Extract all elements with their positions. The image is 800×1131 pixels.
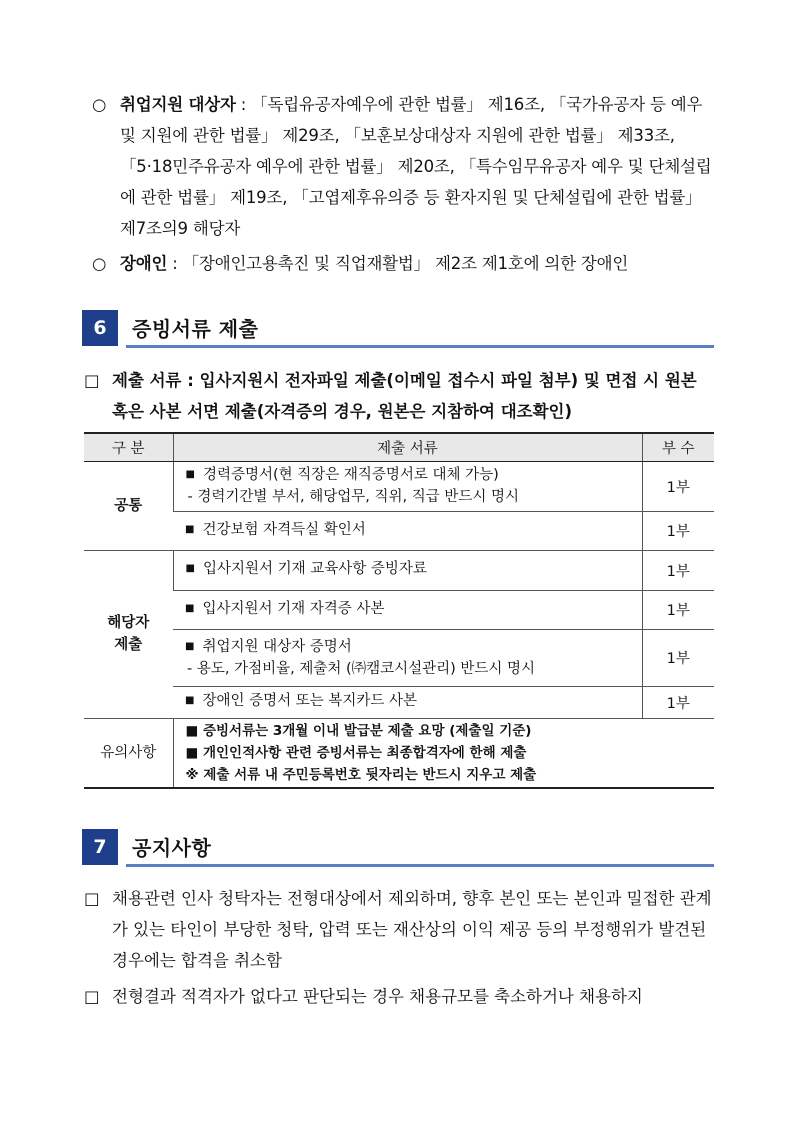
disabled-text: : 「장애인고용촉진 및 직업재활법」 제2조 제1호에 의한 장애인 [167,254,629,273]
square-bullet-icon: ■ [185,523,195,535]
header-documents: 제출 서류 [173,433,642,461]
section-6-header [82,310,714,346]
square-bullet-icon: □ [84,371,100,390]
square-bullet-icon: ■ [185,695,195,706]
doc-education: 입사지원서 기재 교육사항 증빙자료 [202,561,427,577]
disabled-label: 장애인 [120,254,168,273]
eligibility-text: : 「독립유공자예우에 관한 법률」 제16조, 「국가유공자 등 예우 및 지원에 관한 법률」 제29조, 「보훈보상대상자 지원에 관한 법률」 제33조, 「5·18민주유공자 예우에 관한 법률」 제20조, 「특수임무유공자 예우 및 단체설립에 관한 법률」 제19조, 「고엽제후유의증 등 환자지원 및 단체설립에 관한 법률」 제7조의9 해당자 [120,95,712,238]
table-row [84,590,714,629]
eligibility-label: 취업지원 대상자 [120,95,236,114]
doc-count: 1부 [642,629,714,686]
square-bullet-icon: ■ [185,640,195,652]
table-row [84,629,714,686]
notice-text: 채용관련 인사 청탁자는 전형대상에서 제외하며, 향후 본인 또는 본인과 밀접한 관계가 있는 타인이 부당한 청탁, 압력 또는 재산상의 이익 제공 등의 부정행위가 발견된 경우에는 합격을 취소함 [112,889,712,970]
table-header-row [84,433,714,461]
eligibility-paragraph [92,89,718,244]
table-row [84,718,714,788]
table-row [84,550,714,590]
note-item: ■ 증빙서류는 3개월 이내 발급분 제출 요망 (제출일 기준) [185,722,532,739]
category-common: 공통 [84,461,173,550]
table-row [84,511,714,550]
doc-veteran-note: - 용도, 가점비율, 제출처 (㈜캠코시설관리) 반드시 명시 [187,660,536,677]
square-bullet-icon: ■ [185,602,195,614]
notice-item [84,981,718,1012]
notice-item [84,883,718,976]
doc-count: 1부 [642,686,714,718]
doc-count: 1부 [642,550,714,590]
table-row [84,686,714,718]
doc-career-note: - 경력기간별 부서, 해당업무, 직위, 직급 반드시 명시 [187,489,519,505]
circle-bullet-icon: ○ [92,254,107,273]
square-bullet-icon: □ [84,987,100,1006]
doc-count: 1부 [642,590,714,629]
square-bullet-icon: □ [84,889,100,908]
note-item: ■ 개인인적사항 관련 증빙서류는 최종합격자에 한해 제출 [185,744,527,761]
table-row [84,461,714,511]
section-underline [126,864,714,867]
submission-intro-text: 제출 서류 : 입사지원시 전자파일 제출(이메일 접수시 파일 첨부) 및 면접 시 원본 혹은 사본 서면 제출(자격증의 경우, 원본은 지참하여 대조확인) [112,371,697,421]
doc-count: 1부 [642,511,714,550]
square-bullet-icon: ■ [185,469,195,480]
circle-bullet-icon: ○ [92,95,107,114]
square-bullet-icon: ■ [185,563,195,574]
doc-insurance: 건강보험 자격득실 확인서 [202,521,366,538]
section-title: 증빙서류 제출 [132,317,259,341]
header-count: 부 수 [642,433,714,461]
section-number: 7 [82,829,118,865]
note-item: ※ 제출 서류 내 주민등록번호 뒷자리는 반드시 지우고 제출 [185,766,537,783]
category-required: 해당자 제출 [84,550,173,718]
section-7-header [82,829,714,865]
doc-disability: 장애인 증명서 또는 복지카드 사본 [202,693,417,709]
doc-veteran: 취업지원 대상자 증명서 [202,638,352,655]
documents-table [84,432,714,789]
disabled-paragraph [92,248,718,279]
notice-text: 전형결과 적격자가 없다고 판단되는 경우 채용규모를 축소하거나 채용하지 [112,987,643,1006]
doc-career: 경력증명서(현 직장은 재직증명서로 대체 가능) [202,467,499,483]
doc-count: 1부 [642,461,714,511]
section-title: 공지사항 [132,836,212,860]
doc-license: 입사지원서 기재 자격증 사본 [202,600,385,617]
submission-intro [84,365,718,427]
header-category: 구 분 [84,433,173,461]
section-number: 6 [82,310,118,346]
category-notes: 유의사항 [84,718,173,788]
section-underline [126,345,714,348]
